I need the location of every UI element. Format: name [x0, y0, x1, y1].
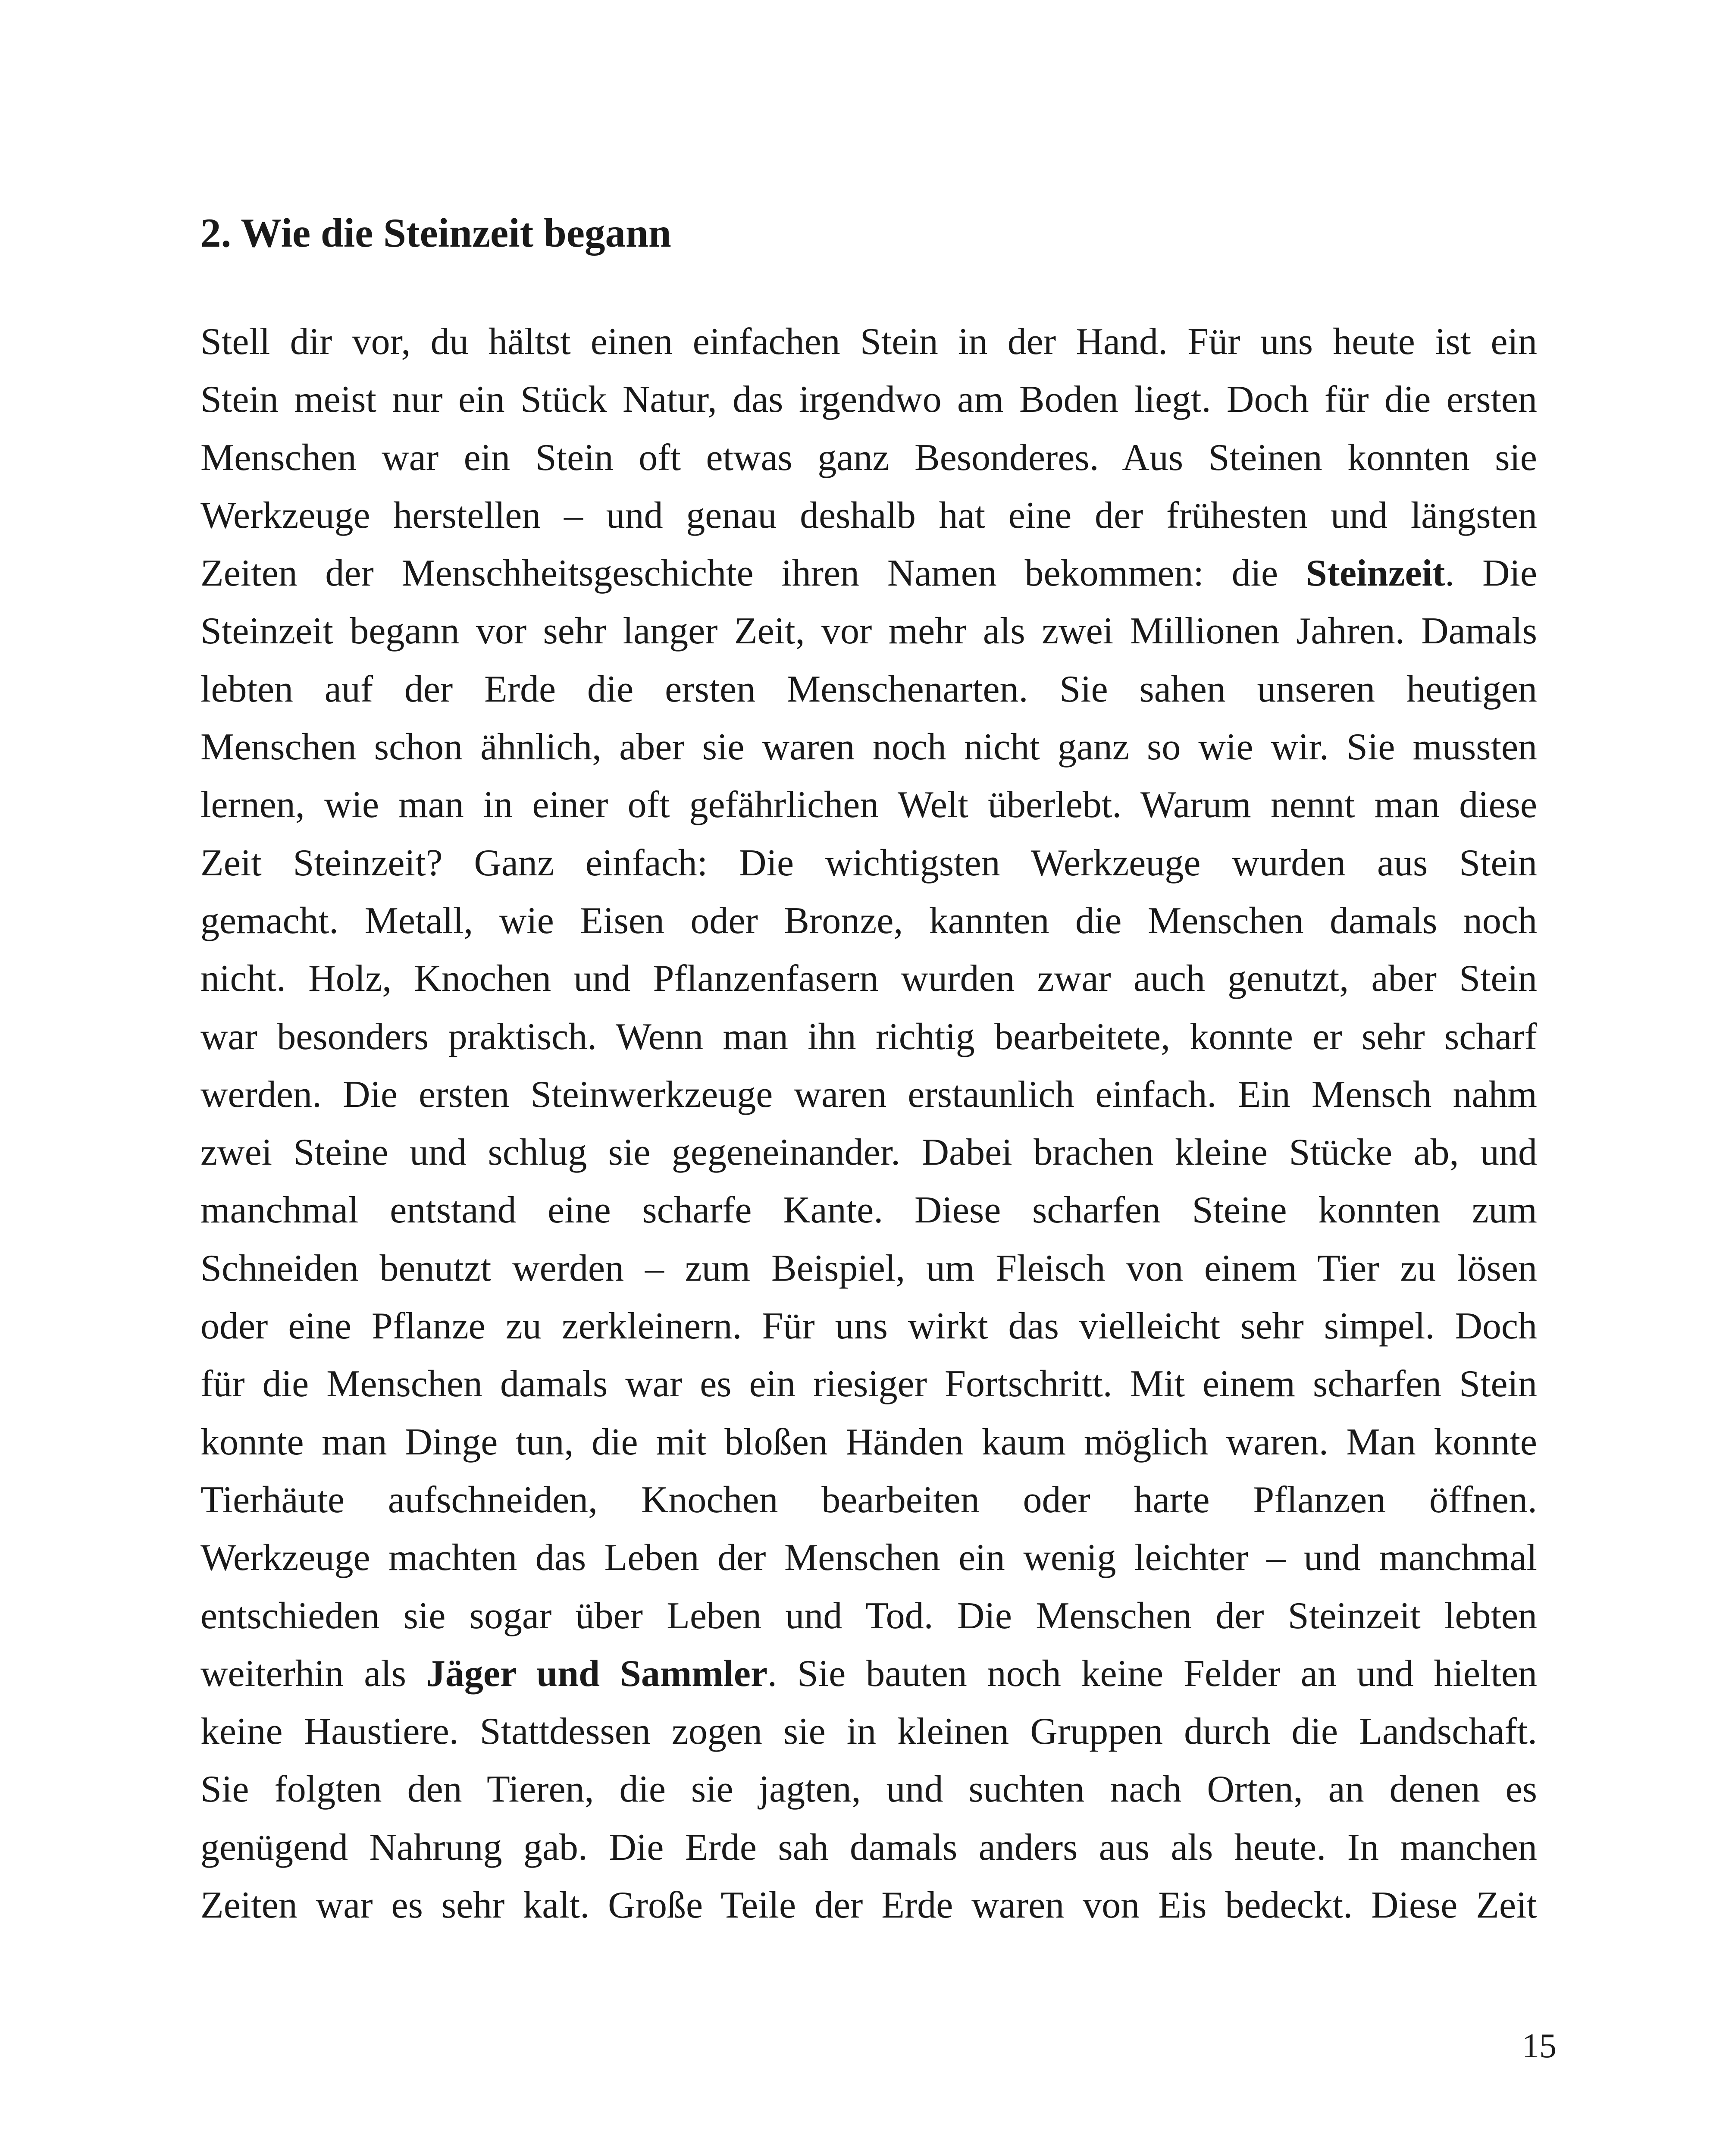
text-run: konnte man Dinge tun, die mit bloßen Händen kaum möglich waren. Man konnte	[200, 1421, 1537, 1463]
text-run: werden. Die ersten Steinwerkzeuge waren erstaunlich einfach. Ein Mensch nahm	[200, 1073, 1537, 1116]
text-run: genügend Nahrung gab. Die Erde sah damals anders aus als heute. In manchen	[200, 1826, 1537, 1868]
text-line	[200, 1761, 1537, 1818]
text-line	[200, 661, 1537, 718]
text-line	[200, 1355, 1537, 1413]
text-run: zwei Steine und schlug sie gegeneinander. Dabei brachen kleine Stücke ab, und	[200, 1131, 1537, 1174]
text-line	[200, 1703, 1537, 1761]
text-run: war besonders praktisch. Wenn man ihn richtig bearbeitete, konnte er sehr scharf	[200, 1015, 1537, 1058]
text-run: Tierhäute aufschneiden, Knochen bearbeiten oder harte Pflanzen öffnen.	[200, 1479, 1537, 1521]
text-line	[200, 545, 1537, 602]
text-line	[200, 429, 1537, 487]
text-run: Zeiten war es sehr kalt. Große Teile der Erde waren von Eis bedeckt. Diese Zeit	[200, 1884, 1537, 1927]
text-line	[200, 718, 1537, 776]
text-run: oder eine Pflanze zu zerkleinern. Für uns wirkt das vielleicht sehr simpel. Doch	[200, 1305, 1537, 1348]
text-run: Schneiden benutzt werden – zum Beispiel, um Fleisch von einem Tier zu lösen	[200, 1247, 1537, 1289]
chapter-heading: 2. Wie die Steinzeit begann	[200, 210, 671, 256]
text-line	[200, 1124, 1537, 1181]
text-line	[200, 1877, 1537, 1934]
text-run: nicht. Holz, Knochen und Pflanzenfasern wurden zwar auch genutzt, aber Stein	[200, 958, 1537, 1000]
text-run: lernen, wie man in einer oft gefährlichen Welt überlebt. Warum nennt man diese	[200, 784, 1537, 826]
text-line	[200, 371, 1537, 429]
text-run: Werkzeuge herstellen – und genau deshalb hat eine der frühesten und längsten	[200, 494, 1537, 536]
text-line	[200, 1181, 1537, 1239]
text-run: gemacht. Metall, wie Eisen oder Bronze, kannten die Menschen damals noch	[200, 899, 1537, 942]
text-line	[200, 1529, 1537, 1587]
text-line	[200, 1297, 1537, 1355]
text-line	[200, 1471, 1537, 1529]
text-run: Stein meist nur ein Stück Natur, das irgendwo am Boden liegt. Doch für die ersten	[200, 379, 1537, 421]
bold-term: Jäger und Sammler	[426, 1652, 768, 1695]
text-line	[200, 776, 1537, 834]
text-line	[200, 1066, 1537, 1124]
text-run: Steinzeit begann vor sehr langer Zeit, vor mehr als zwei Millionen Jahren. Damals	[200, 610, 1537, 652]
text-run: Werkzeuge machten das Leben der Menschen ein wenig leichter – und manchmal	[200, 1537, 1537, 1579]
text-run: für die Menschen damals war es ein riesiger Fortschritt. Mit einem scharfen Stein	[200, 1363, 1537, 1405]
bold-term: Steinzeit	[1306, 552, 1445, 595]
body-paragraph	[200, 313, 1537, 1934]
text-line	[200, 487, 1537, 545]
text-run: . Sie bauten noch keine Felder an und hielten	[767, 1652, 1538, 1695]
page-number: 15	[1522, 2027, 1557, 2065]
text-run: Sie folgten den Tieren, die sie jagten, und suchten nach Orten, an denen es	[200, 1768, 1537, 1811]
text-line	[200, 950, 1537, 1008]
text-line	[200, 834, 1537, 892]
text-line	[200, 1008, 1537, 1066]
text-run: keine Haustiere. Stattdessen zogen sie in kleinen Gruppen durch die Landschaft.	[200, 1711, 1537, 1753]
text-run: manchmal entstand eine scharfe Kante. Diese scharfen Steine konnten zum	[200, 1189, 1537, 1232]
text-run: Zeiten der Menschheitsgeschichte ihren Namen bekommen: die	[200, 552, 1306, 595]
text-line	[200, 602, 1537, 660]
text-run: Zeit Steinzeit? Ganz einfach: Die wichtigsten Werkzeuge wurden aus Stein	[200, 842, 1537, 884]
text-line	[200, 1587, 1537, 1645]
text-line	[200, 313, 1537, 371]
text-line	[200, 1819, 1537, 1877]
text-run: Menschen war ein Stein oft etwas ganz Besonderes. Aus Steinen konnten sie	[200, 436, 1537, 479]
text-run: . Die	[1445, 552, 1537, 595]
text-run: Stell dir vor, du hältst einen einfachen Stein in der Hand. Für uns heute ist ein	[200, 321, 1537, 363]
text-line	[200, 1240, 1537, 1297]
text-run: lebten auf der Erde die ersten Menschenarten. Sie sahen unseren heutigen	[200, 668, 1537, 710]
text-run: weiterhin als	[200, 1652, 426, 1695]
text-run: Menschen schon ähnlich, aber sie waren noch nicht ganz so wie wir. Sie mussten	[200, 726, 1537, 768]
text-line	[200, 1413, 1537, 1471]
text-line	[200, 892, 1537, 950]
text-run: entschieden sie sogar über Leben und Tod. Die Menschen der Steinzeit lebten	[200, 1595, 1537, 1637]
text-line	[200, 1645, 1537, 1703]
